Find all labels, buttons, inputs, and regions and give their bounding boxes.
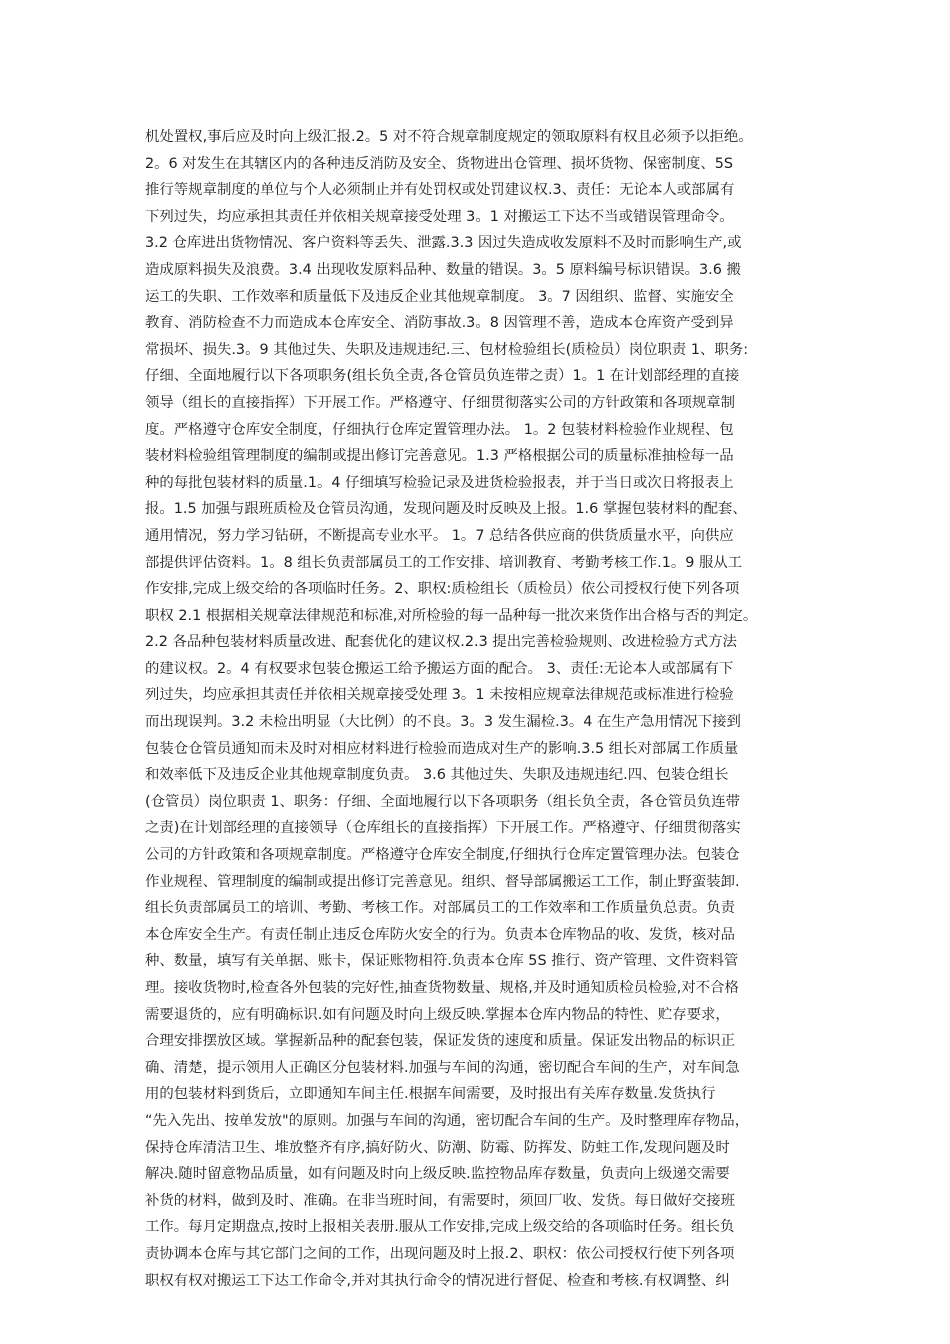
text-line: 解决.随时留意物品质量，如有问题及时向上级反映.监控物品库存数量，负责向上级递交需要: [145, 1166, 730, 1183]
text-line: 机处置权,事后应及时向上级汇报.2。5 对不符合规章制度规定的领取原料有权且必须予以拒绝。: [145, 129, 753, 145]
text-line: 领导（组长的直接指挥）下开展工作。严格遵守、仔细贯彻落实公司的方针政策和各项规章制: [145, 394, 736, 411]
text-line: 合理安排摆放区域。掌握新品种的配套包装，保证发货的速度和质量。保证发出物品的标识正: [145, 1033, 736, 1050]
text-line: 责协调本仓库与其它部门之间的工作，出现问题及时上报.2、职权：依公司授权行使下列各项: [145, 1245, 735, 1262]
text-line: (仓管员）岗位职责 1、职务：仔细、全面地履行以下各项职务（组长负全责，各仓管员负连带: [145, 793, 740, 810]
text-line: 部提供评估资料。1。8 组长负责部属员工的工作安排、培训教育、考勤考核工作.1。9 服从工: [145, 554, 743, 571]
text-line: 本仓库安全生产。有责任制止违反仓库防火安全的行为。负责本仓库物品的收、发货，核对品: [145, 926, 736, 943]
text-line: 公司的方针政策和各项规章制度。严格遵守仓库安全制度,仔细执行仓库定置管理办法。包装仓: [145, 847, 740, 864]
text-line: 职权 2.1 根据相关规章法律规范和标准,对所检验的每一品种每一批次来货作出合格与否的判定。: [145, 607, 758, 624]
text-line: 通用情况，努力学习钻研，不断提高专业水平。 1。7 总结各供应商的供货质量水平，向供应: [145, 527, 734, 544]
text-line: 的建议权。2。4 有权要求包装仓搬运工给予搬运方面的配合。 3、责任:无论本人或部属有下: [145, 660, 734, 677]
text-line: 3.2 仓库进出货物情况、客户资料等丢失、泄露.3.3 因过失造成收发原料不及时而影响生产,或: [145, 235, 742, 252]
text-line: 作安排,完成上级交给的各项临时任务。2、职权:质检组长（质检员）依公司授权行使下列各项: [145, 581, 740, 598]
text-line: 组长负责部属员工的培训、考勤、考核工作。对部属员工的工作效率和工作质量负总责。负责: [145, 900, 736, 917]
text-line: 仔细、全面地履行以下各项职务(组长负全责,各仓管员负连带之责）1。1 在计划部经理的直接: [145, 368, 740, 385]
body-text: [145, 124, 815, 1294]
text-line: 度。严格遵守仓库安全制度，仔细执行仓库定置管理办法。 1。2 包装材料检验作业规程、包: [145, 421, 734, 438]
text-line: 造成原料损失及浪费。3.4 出现收发原料品种、数量的错误。3。5 原料编号标识错误。3.6 搬: [145, 261, 741, 278]
text-line: 作业规程、管理制度的编制或提出修订完善意见。组织、督导部属搬运工工作，制止野蛮装卸.: [145, 873, 740, 890]
text-line: “先入先出、按单发放"的原则。加强与车间的沟通，密切配合车间的生产。及时整理库存物品，: [145, 1112, 750, 1129]
text-line: 确、清楚，提示领用人正确区分包装材料.加强与车间的沟通，密切配合车间的生产，对车间急: [145, 1059, 740, 1076]
text-line: 用的包装材料到货后，立即通知车间主任.根据车间需要，及时报出有关库存数量.发货执行: [145, 1086, 716, 1103]
text-line: 装材料检验组管理制度的编制或提出修订完善意见。1.3 严格根据公司的质量标准抽检每一品: [145, 448, 734, 465]
text-line: 工作。每月定期盘点,按时上报相关表册.服从工作安排,完成上级交给的各项临时任务。组长负: [145, 1219, 735, 1236]
text-line: 而出现误判。3.2 未检出明显（大比例）的不良。3。3 发生漏检.3。4 在生产急用情况下接到: [145, 714, 741, 731]
text-line: 补货的材料，做到及时、准确。在非当班时间，有需要时，须回厂收、发货。每日做好交接班: [145, 1192, 736, 1209]
text-line: 报。1.5 加强与跟班质检及仓管员沟通，发现问题及时反映及上报。1.6 掌握包装材料的配套、: [145, 501, 747, 518]
text-line: 种、数量，填写有关单据、账卡，保证账物相符.负责本仓库 5S 推行、资产管理、文件资料管: [145, 953, 739, 970]
text-line: 包装仓仓管员通知而未及时对相应材料进行检验而造成对生产的影响.3.5 组长对部属工作质量: [145, 740, 739, 757]
text-line: 下列过失，均应承担其责任并依相关规章接受处理 3。1 对搬运工下达不当或错误管理命令。: [145, 208, 734, 225]
text-line: 保持仓库清洁卫生、堆放整齐有序,搞好防火、防潮、防霉、防挥发、防蛀工作,发现问题及时: [145, 1139, 730, 1156]
text-line: 理。接收货物时,检查各外包装的完好性,抽查货物数量、规格,并及时通知质检员检验,对不合格: [145, 980, 739, 996]
text-line: 职权有权对搬运工下达工作命令,并对其执行命令的情况进行督促、检查和考核.有权调整、纠: [145, 1272, 730, 1289]
text-line: 列过失，均应承担其责任并依相关规章接受处理 3。1 未按相应规章法律规范或标准进行检验: [145, 687, 734, 704]
text-line: 需要退货的，应有明确标识.如有问题及时向上级反映.掌握本仓库内物品的特性、贮存要求，: [145, 1006, 730, 1023]
text-line: 2。6 对发生在其辖区内的各种违反消防及安全、货物进出仓管理、损坏货物、保密制度、5S: [145, 155, 734, 172]
text-line: 之责)在计划部经理的直接领导（仓库组长的直接指挥）下开展工作。严格遵守、仔细贯彻落实: [145, 820, 741, 837]
text-line: 种的每批包装材料的质量.1。4 仔细填写检验记录及进货检验报表，并于当日或次日将报表上: [145, 474, 734, 491]
text-line: 推行等规章制度的单位与个人必须制止并有处罚权或处罚建议权.3、责任：无论本人或部属有: [145, 182, 735, 199]
text-line: 常损坏、损失.3。9 其他过失、失职及违规违纪.三、包材检验组长(质检员）岗位职责 1、职务:: [145, 341, 749, 358]
text-line: 运工的失职、工作效率和质量低下及违反企业其他规章制度。 3。7 因组织、监督、实施安全: [145, 288, 734, 305]
text-line: 教育、消防检查不力而造成本仓库安全、消防事故.3。8 因管理不善，造成本仓库资产受到异: [145, 315, 734, 332]
text-line: 和效率低下及违反企业其他规章制度负责。 3.6 其他过失、失职及违规违纪.四、包装仓组长: [145, 767, 729, 784]
text-line: 2.2 各品种包装材料质量改进、配套优化的建议权.2.3 提出完善检验规则、改进检验方式方法: [145, 634, 737, 651]
